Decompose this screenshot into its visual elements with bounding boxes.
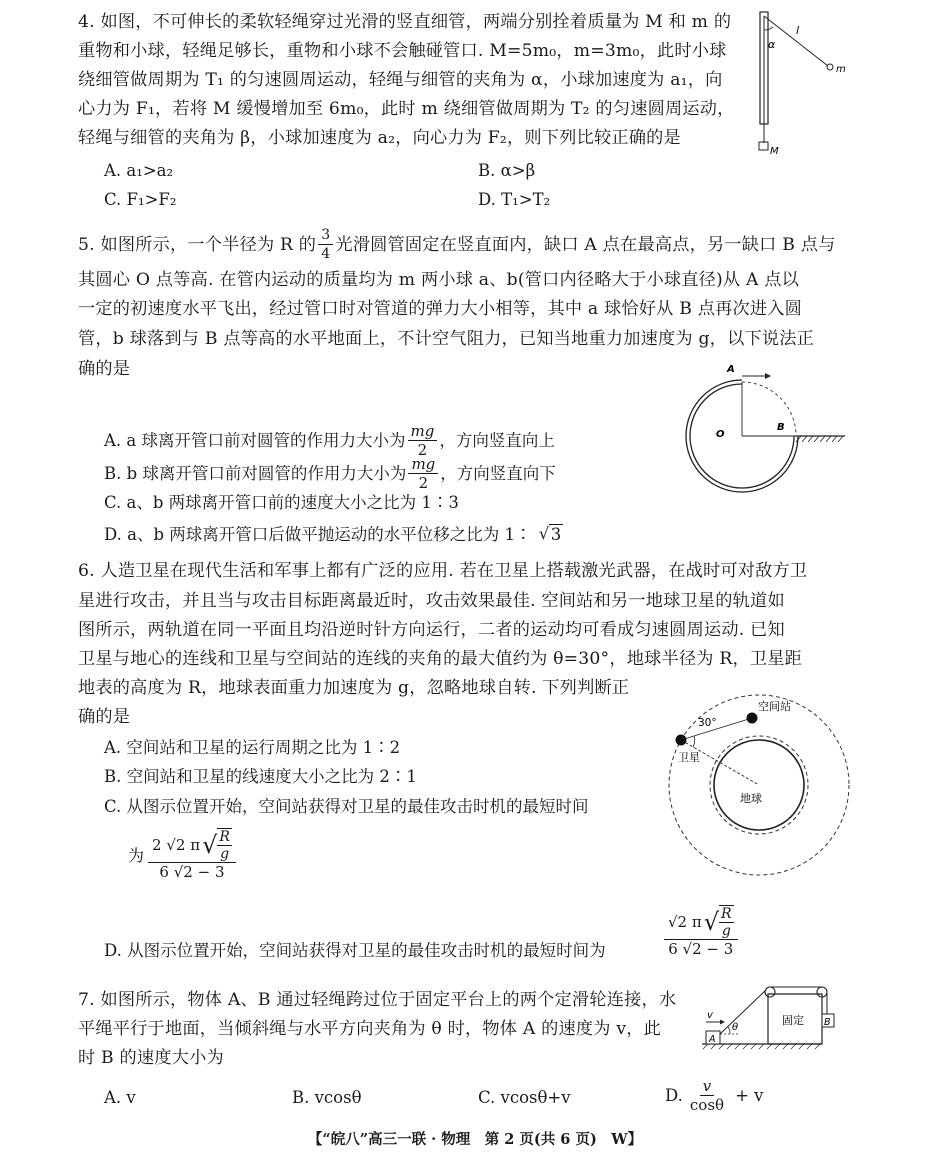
label-fixed: 固定 — [782, 1014, 804, 1027]
q5-option-b-tail: ，方向竖直向下 — [440, 463, 556, 483]
q7-option-d-label: D. — [665, 1085, 683, 1105]
frac-num: v — [700, 1077, 714, 1096]
label-M: M — [770, 146, 779, 157]
label-O: O — [716, 429, 725, 440]
q5-line-3: 一定的初速度水平飞出，经过管口时对管道的弹力大小相等，其中 a 球恰好从 B 点再次进入圆 — [78, 299, 803, 319]
label-space-station: 空间站 — [758, 700, 791, 713]
q4-tube-figure — [748, 8, 848, 163]
q7-line-3: 时 B 的速度大小为 — [78, 1048, 224, 1068]
arrow-head-icon — [765, 373, 771, 379]
label-v: v — [707, 1010, 713, 1021]
satellite-dot — [676, 735, 687, 746]
sqrt-fraction — [217, 828, 232, 862]
fraction-mg-over-2 — [408, 455, 438, 492]
q4-option-b: B. α>β — [478, 161, 536, 180]
small-ball-m — [827, 64, 833, 70]
q6-option-d-formula — [662, 905, 740, 958]
frac-den: 2 — [417, 441, 428, 459]
q7-option-b: B. vcosθ — [292, 1088, 362, 1107]
sqrt-sign: √ — [703, 908, 720, 936]
q6-orbit-figure — [664, 690, 854, 880]
q6-line-2: 星进行攻击，并且当与攻击目标距离最近时，攻击效果最佳. 空间站和另一地球卫星的轨道如 — [78, 591, 785, 611]
q4-option-c: C. F₁>F₂ — [104, 190, 177, 209]
sqrt-num: R — [219, 829, 230, 845]
sqrt-den: g — [220, 846, 230, 862]
label-m: m — [836, 64, 846, 75]
sqrt-sign: √ — [202, 831, 218, 859]
q5-circular-tube-figure — [665, 358, 850, 500]
frac-den: 6 √2 − 3 — [668, 940, 734, 958]
label-B: B — [824, 1017, 831, 1028]
q7-option-d-tail: + v — [735, 1085, 764, 1105]
weight-M — [759, 142, 768, 150]
label-A: A — [727, 364, 735, 375]
fraction-v-over-cos — [687, 1077, 727, 1114]
sqrt-3 — [539, 524, 564, 546]
fraction-mg-over-2 — [408, 422, 438, 459]
q7-option-c: C. vcosθ+v — [478, 1088, 571, 1107]
page-footer: 【“皖八”高三一联 · 物理 第 2 页(共 6 页) W】 — [307, 1131, 643, 1148]
angle-arc-30 — [693, 736, 695, 747]
label-B: B — [777, 422, 785, 433]
label-l: l — [796, 24, 800, 37]
q5-option-a — [104, 422, 555, 459]
ground-hatching — [703, 1044, 820, 1049]
q4-line-4: 心力为 F₁，若将 M 缓慢增加至 6m₀，此时 m 绕细管做周期为 T₂ 的匀速圆周运动， — [78, 99, 735, 119]
fraction-c — [148, 828, 236, 881]
q5-line-5: 确的是 — [78, 359, 131, 379]
q7-line-1: 7. 如图所示，物体 A、B 通过轻绳跨过位于固定平台上的两个定滑轮连接，水 — [78, 990, 677, 1010]
frac-num — [664, 905, 738, 940]
q5-option-c: C. a、b 两球离开管口前的速度大小之比为 1∶3 — [104, 493, 459, 512]
q6-option-b: B. 空间站和卫星的线速度大小之比为 2∶1 — [104, 767, 417, 786]
sqrt-R-over-g — [202, 828, 232, 862]
arrow-head-icon — [720, 1020, 725, 1025]
label-theta: θ — [732, 1022, 739, 1033]
q4-line-1: 4. 如图，不可伸长的柔软轻绳穿过光滑的竖直细管，两端分别拴着质量为 M 和 m 的 — [78, 12, 732, 32]
sqrt-den: g — [721, 923, 731, 939]
q5-option-b — [104, 455, 556, 492]
q5-option-a-text: A. a 球离开管口前对圆管的作用力大小为 — [104, 430, 406, 450]
q5-option-b-text: B. b 球离开管口前对圆管的作用力大小为 — [104, 463, 407, 483]
q5-option-d-text: D. a、b 两球离开管口后做平抛运动的水平位移之比为 1∶ — [104, 525, 532, 544]
q4-option-d: D. T₁>T₂ — [478, 190, 551, 209]
label-earth: 地球 — [740, 792, 762, 805]
q7-option-a: A. v — [104, 1088, 136, 1107]
fraction-three-quarters — [318, 226, 333, 263]
q5-line-1 — [78, 226, 836, 263]
q4-line-3: 绕细管做周期为 T₁ 的匀速圆周运动，轻绳与细管的夹角为 α，小球加速度为 a₁，向 — [78, 70, 723, 90]
label-30-degrees: 30° — [698, 717, 717, 729]
q5-option-a-tail: ，方向竖直向上 — [439, 430, 555, 450]
sqrt-sign: √ — [538, 524, 550, 543]
q6-line-5: 地表的高度为 R，地球表面重力加速度为 g，忽略地球自转. 下列判断正 — [78, 678, 630, 698]
label-alpha: α — [768, 38, 776, 51]
angle-arc-theta — [728, 1027, 730, 1034]
sqrt-radicand: 3 — [550, 525, 562, 544]
frac-den: 2 — [418, 474, 429, 492]
left-pulley — [765, 987, 775, 997]
fraction-d — [664, 905, 738, 958]
frac-den: cosθ — [689, 1096, 725, 1114]
dashed-trajectory — [742, 382, 796, 436]
frac-num — [148, 828, 236, 863]
ground-hatching — [796, 436, 843, 442]
frac-num: mg — [408, 455, 438, 474]
q4-line-2: 重物和小球，轻绳足够长，重物和小球不会触碰管口. M=5m₀，m=3m₀，此时小球 — [78, 41, 727, 61]
q7-line-2: 平绳平行于地面，当倾斜绳与水平方向夹角为 θ 时，物体 A 的速度为 v，此 — [78, 1019, 662, 1039]
q6-option-c: C. 从图示位置开始，空间站获得对卫星的最佳攻击时机的最短时间 — [104, 797, 589, 816]
q6-line-4: 卫星与地心的连线和卫星与空间站的连线的夹角的最大值约为 θ=30°，地球半径为 R，卫星距 — [78, 649, 803, 669]
frac-num-text: √2 π — [668, 913, 702, 931]
frac-num-text: 2 √2 π — [152, 836, 201, 854]
space-station-dot — [747, 713, 758, 724]
q5-line-2: 其圆心 O 点等高. 在管内运动的质量均为 m 两小球 a、b(管口内径略大于小球直径)从 A 点以 — [78, 270, 800, 290]
q5-line-1-pre: 5. 如图所示，一个半径为 R 的 — [78, 234, 317, 255]
q6-option-a: A. 空间站和卫星的运行周期之比为 1∶2 — [104, 738, 401, 757]
q5-line-4: 管，b 球落到与 B 点等高的水平地面上，不计空气阻力，已知当地重力加速度为 g，以下说法正 — [78, 329, 815, 349]
q5-line-1-post: 光滑圆管固定在竖直面内，缺口 A 点在最高点，另一缺口 B 点与 — [335, 234, 836, 255]
q6-line-1: 6. 人造卫星在现代生活和军事上都有广泛的应用. 若在卫星上搭载激光武器，在战时可对敌方卫 — [78, 561, 808, 581]
q7-option-d — [665, 1077, 763, 1114]
q6-option-c-formula — [128, 828, 238, 881]
sqrt-fraction — [719, 905, 734, 939]
sqrt-R-over-g — [704, 905, 734, 939]
sqrt-num: R — [721, 906, 732, 922]
q7-pulley-figure — [700, 978, 845, 1050]
q6-option-d: D. 从图示位置开始，空间站获得对卫星的最佳攻击时机的最短时间为 — [104, 941, 606, 960]
label-satellite: 卫星 — [678, 751, 700, 764]
inclined-rope — [720, 990, 766, 1034]
frac-den: 6 √2 − 3 — [159, 863, 225, 881]
q4-line-5: 轻绳与细管的夹角为 β，小球加速度为 a₂，向心力为 F₂，则下列比较正确的是 — [78, 128, 681, 148]
q6-line-6: 确的是 — [78, 707, 131, 727]
frac-num: 3 — [318, 226, 333, 245]
q6-option-c-wei: 为 — [128, 846, 145, 865]
q5-option-d — [104, 524, 563, 546]
q6-line-3: 图所示，两轨道在同一平面且均沿逆时针方向运行，二者的运动均可看成匀速圆周运动. 已知 — [78, 620, 785, 640]
q4-option-a: A. a₁>a₂ — [104, 161, 174, 180]
label-A: A — [709, 1034, 716, 1045]
frac-num: mg — [408, 422, 438, 441]
frac-den: 4 — [321, 246, 331, 262]
